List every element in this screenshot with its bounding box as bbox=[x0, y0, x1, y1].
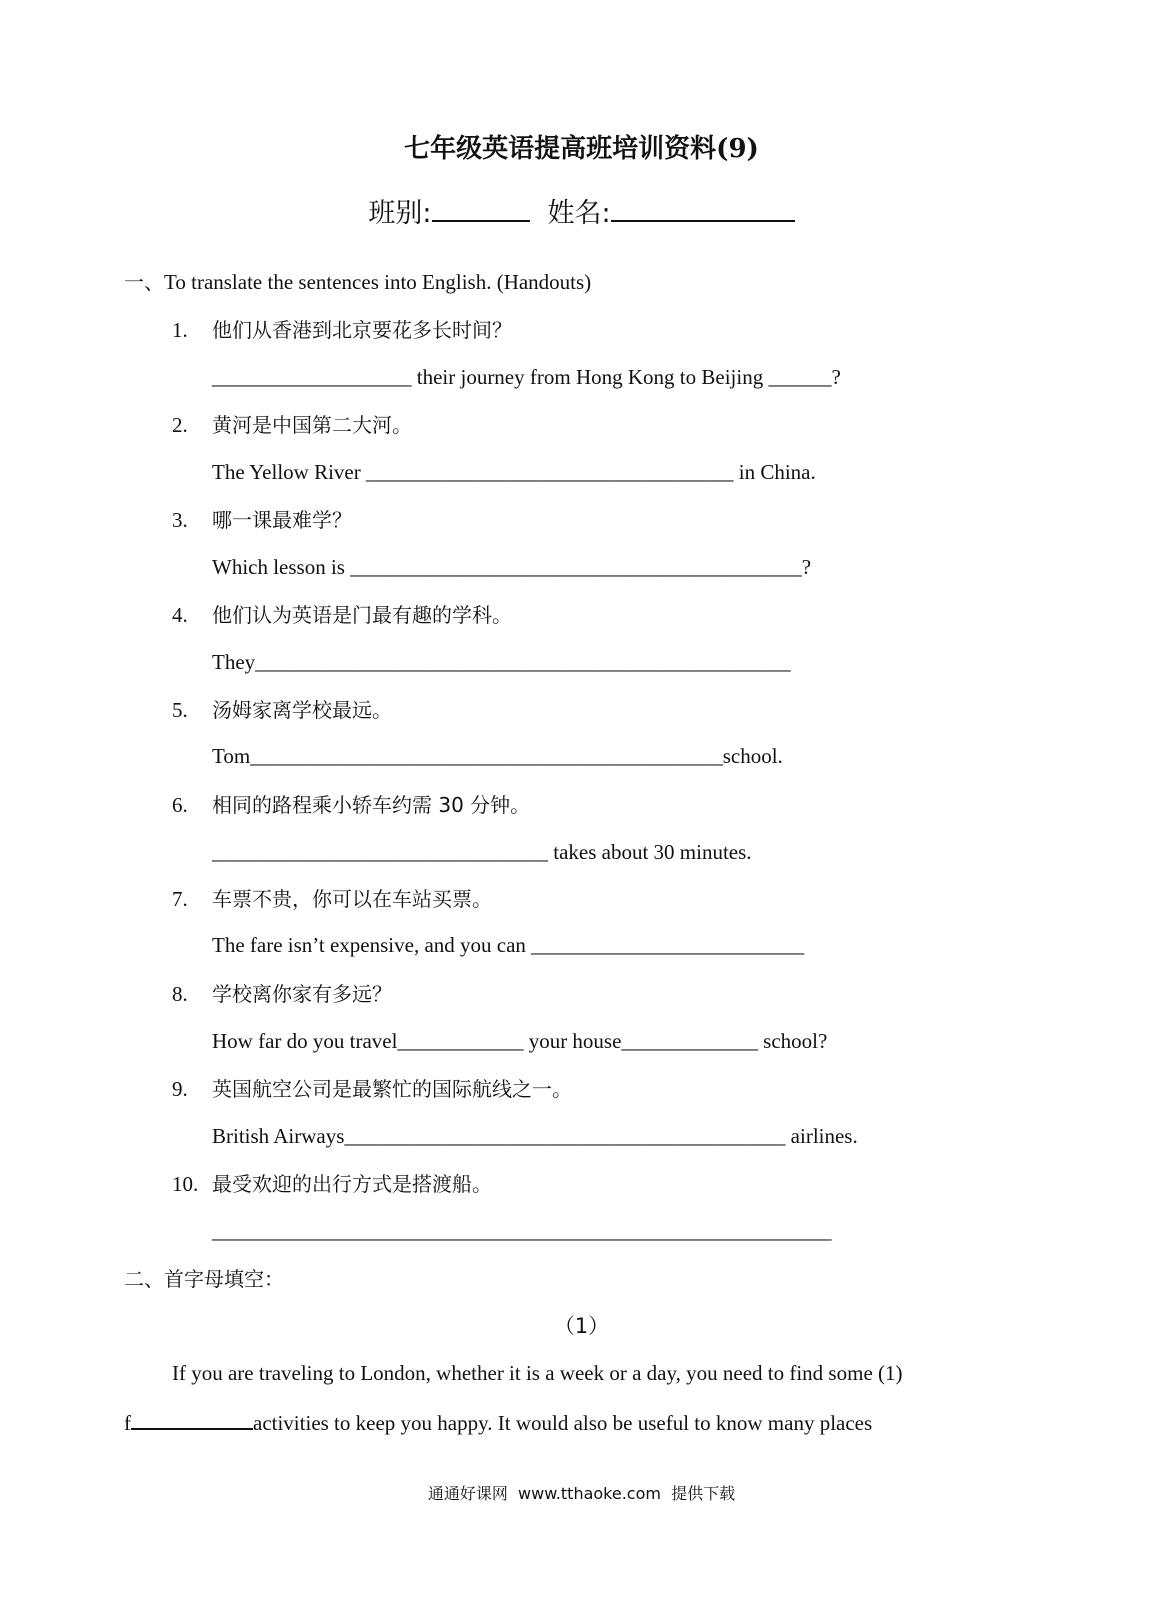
question-number: 2. bbox=[172, 413, 188, 437]
passage-line-rest: activities to keep you happy. It would also be useful to know many places bbox=[253, 1411, 873, 1435]
student-info-line bbox=[0, 196, 1163, 227]
page-title: 七年级英语提高班培训资料(9) bbox=[404, 134, 759, 164]
passage-label: （1） bbox=[553, 1314, 610, 1338]
question-english-blank[interactable]: Which lesson is ___________________________________________? bbox=[212, 555, 812, 579]
question-english-blank[interactable]: ___________________________________________________________ bbox=[212, 1219, 832, 1243]
name-blank[interactable] bbox=[611, 196, 795, 222]
question-number: 3. bbox=[172, 508, 188, 532]
section2-title: 首字母填空： bbox=[164, 1267, 284, 1291]
question-english-blank[interactable]: British Airways__________________________________________ airlines. bbox=[212, 1124, 858, 1148]
question-english-blank[interactable]: The Yellow River ___________________________________ in China. bbox=[212, 460, 816, 484]
question-number: 8. bbox=[172, 982, 188, 1006]
question-chinese: 黄河是中国第二大河。 bbox=[212, 413, 412, 437]
question-chinese: 英国航空公司是最繁忙的国际航线之一。 bbox=[212, 1077, 572, 1101]
fill-in-blank-1[interactable] bbox=[131, 1410, 253, 1430]
class-label: 班别: bbox=[368, 198, 432, 229]
question-chinese: 最受欢迎的出行方式是搭渡船。 bbox=[212, 1172, 492, 1196]
question-english-blank[interactable]: How far do you travel____________ your house_____________ school? bbox=[212, 1029, 828, 1053]
question-english-blank[interactable]: Tom_____________________________________________school. bbox=[212, 744, 783, 768]
section2-heading bbox=[124, 1269, 284, 1290]
question-english-blank[interactable]: ___________________ their journey from Hong Kong to Beijing ______? bbox=[212, 365, 841, 389]
blank-prefix-letter: f bbox=[124, 1411, 131, 1435]
passage-line: If you are traveling to London, whether it is a week or a day, you need to find some (1) bbox=[172, 1361, 903, 1385]
question-english-blank[interactable]: They___________________________________________________ bbox=[212, 650, 791, 674]
question-chinese: 车票不贵，你可以在车站买票。 bbox=[212, 887, 492, 911]
question-number: 1. bbox=[172, 318, 188, 342]
section1-title: To translate the sentences into English. (Handouts) bbox=[164, 270, 592, 294]
question-chinese: 相同的路程乘小轿车约需 30 分钟。 bbox=[212, 793, 531, 817]
question-number: 5. bbox=[172, 698, 188, 722]
question-number: 4. bbox=[172, 603, 188, 627]
question-english-blank[interactable]: ________________________________ takes about 30 minutes. bbox=[212, 840, 752, 864]
question-chinese: 哪一课最难学？ bbox=[212, 508, 352, 532]
question-chinese: 汤姆家离学校最远。 bbox=[212, 698, 392, 722]
question-chinese: 学校离你家有多远？ bbox=[212, 982, 392, 1006]
section1-number: 一、 bbox=[124, 270, 164, 294]
class-blank[interactable] bbox=[432, 196, 530, 222]
question-english-blank[interactable]: The fare isn’t expensive, and you can __________________________ bbox=[212, 933, 805, 957]
section1-heading bbox=[124, 272, 591, 293]
question-number: 6. bbox=[172, 793, 188, 817]
question-number: 7. bbox=[172, 887, 188, 911]
question-chinese: 他们认为英语是门最有趣的学科。 bbox=[212, 603, 512, 627]
section2-number: 二、 bbox=[124, 1267, 164, 1291]
question-number: 9. bbox=[172, 1077, 188, 1101]
page-footer: 通通好课网 www.tthaoke.com 提供下载 bbox=[427, 1484, 736, 1503]
name-label: 姓名: bbox=[547, 198, 611, 229]
question-chinese: 他们从香港到北京要花多长时间？ bbox=[212, 318, 512, 342]
passage-line bbox=[124, 1410, 872, 1434]
question-number: 10. bbox=[172, 1172, 199, 1196]
